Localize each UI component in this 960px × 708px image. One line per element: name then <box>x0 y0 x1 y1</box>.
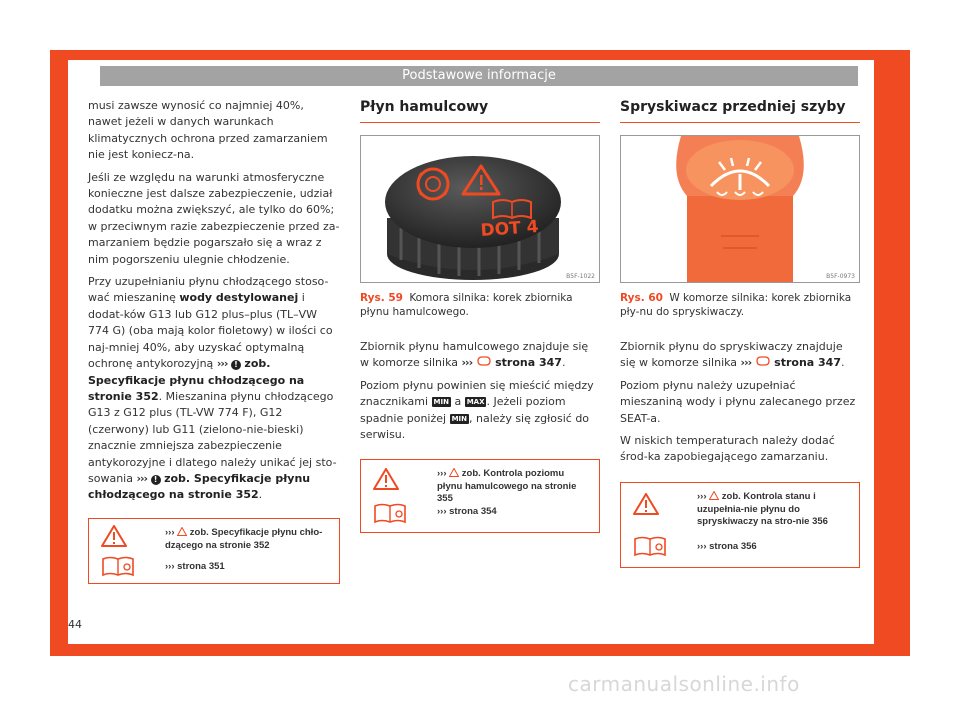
min-badge: MIN <box>433 398 449 407</box>
figure-washer-cap <box>620 135 860 283</box>
warning-reference[interactable]: ››› zob. Specyfikacje płynu chło-dzącego na stronie 352 <box>165 526 323 551</box>
brake-cap-illustration <box>361 136 599 282</box>
page-number: 44 <box>68 618 82 631</box>
washer-cap-illustration <box>621 136 859 282</box>
column-washer <box>620 98 860 568</box>
warning-reference[interactable]: ››› zob. Kontrola poziomu płynu hamulcowego na stronie 355 <box>437 468 577 505</box>
paragraph: Poziom płynu powinien się mieścić między znacznikami MIN a MAX . Jeżeli poziom spadnie poniżej MIN , należy się zgłosić do serwisu. <box>360 378 594 442</box>
warning-triangle-small-icon <box>177 527 187 540</box>
reference-box <box>620 482 860 568</box>
book-icon <box>101 555 135 581</box>
column-brake-fluid <box>360 98 600 533</box>
paragraph: musi zawsze wynosić co najmniej 40%, nawet jeżeli w danych warunkach klimatycznych ochrona przed zamarzaniem nie jest koniecz-na. <box>88 99 328 162</box>
warning-triangle-icon <box>101 525 127 551</box>
link-page-347[interactable]: strona 347 <box>495 356 562 370</box>
wrench-icon <box>476 356 492 369</box>
column-coolant <box>88 98 340 584</box>
warning-reference[interactable]: ››› zob. Kontrola stanu i uzupełnia-nie płynu do spryskiwaczy na stro-nie 356 <box>697 490 828 527</box>
paragraph: W niskich temperaturach należy dodać środ-ka zapobiegającego zamarzaniu. <box>620 434 835 464</box>
paragraph: Jeśli ze względu na warunki atmosferyczne konieczne jest dalsze zabezpieczenie, udział dodatku można zwiększyć, ale tylko do 60%; w przeciwnym razie zabezpieczenie przed za-marzaniem będzie pogarszało się a wraz z nim pogorszeniu ulegnie chłodzenie. <box>88 170 340 266</box>
page-reference[interactable]: ››› strona 354 <box>437 506 497 518</box>
link-coolant-spec[interactable]: zob. Specyfikacje płynu chłodzącego na stronie 352 <box>88 471 311 502</box>
section-title: Spryskiwacz przedniej szyby <box>620 98 860 123</box>
page-reference[interactable]: ››› strona 356 <box>697 540 757 552</box>
page-header: Podstawowe informacje <box>100 66 858 86</box>
figure-brake-cap <box>360 135 600 283</box>
min-badge: MIN <box>451 414 468 423</box>
book-icon <box>633 535 667 561</box>
warning-triangle-icon <box>633 493 659 519</box>
reference-box <box>360 459 600 533</box>
dot4-label: DOT 4 <box>479 216 540 241</box>
warning-triangle-icon <box>373 468 399 494</box>
reference-box <box>88 518 340 584</box>
watermark: carmanualsonline.info <box>568 672 800 696</box>
warning-mark-icon: ! <box>231 360 241 370</box>
max-badge: MAX <box>466 398 485 407</box>
figure-caption: Rys. 60 W komorze silnika: korek zbiornika pły-nu do spryskiwaczy. <box>620 292 852 318</box>
paragraph: Poziom płynu należy uzupełniać mieszaniną wody i płynu zalecanego przez SEAT-a. <box>620 378 856 425</box>
paragraph: Przy uzupełnianiu płynu chłodzącego stoso-wać mieszaninę wody destylowanej i dodat-ków G13 lub G12 plus–plus (TL–VW 774 G) (oba mają kolor fioletowy) w ilości co naj-mniej 40%, aby uzyskać optymalną ochronę antykorozyjną ››› ! zob. Specyfikacje płynu chłodzącego na stronie 352. Mieszanina płynu chłodzącego G13 z G12 plus (TL-VW 774 F), G12 (czerwony) lub G11 (zielono-nie-bieski) znacznie zmniejsza zabezpieczenie antykorozyjne i dlatego należy unikać jej sto-sowania ››› ! zob. Specyfikacje płynu chłodzącego na stronie 352. <box>88 275 337 502</box>
warning-triangle-small-icon <box>709 491 719 504</box>
warning-mark-icon: ! <box>151 475 161 485</box>
page-reference[interactable]: ››› strona 351 <box>165 560 225 572</box>
section-title: Płyn hamulcowy <box>360 98 600 123</box>
figure-code: B5F-1022 <box>566 273 595 280</box>
link-coolant-spec[interactable]: zob. Specyfikacje płynu chłodzącego na stronie 352 <box>88 357 305 403</box>
warning-triangle-small-icon <box>449 468 459 481</box>
paragraph: Zbiornik płynu do spryskiwaczy znajduje się w komorze silnika ››› strona 347. <box>620 340 845 370</box>
paragraph: Zbiornik płynu hamulcowego znajduje się w komorze silnika ››› strona 347. <box>360 340 589 370</box>
figure-caption: Rys. 59 Komora silnika: korek zbiornika płynu hamulcowego. <box>360 292 573 318</box>
book-icon <box>373 502 407 528</box>
figure-code: B5F-0973 <box>826 273 855 280</box>
link-page-347[interactable]: strona 347 <box>774 356 841 370</box>
wrench-icon <box>755 356 771 369</box>
